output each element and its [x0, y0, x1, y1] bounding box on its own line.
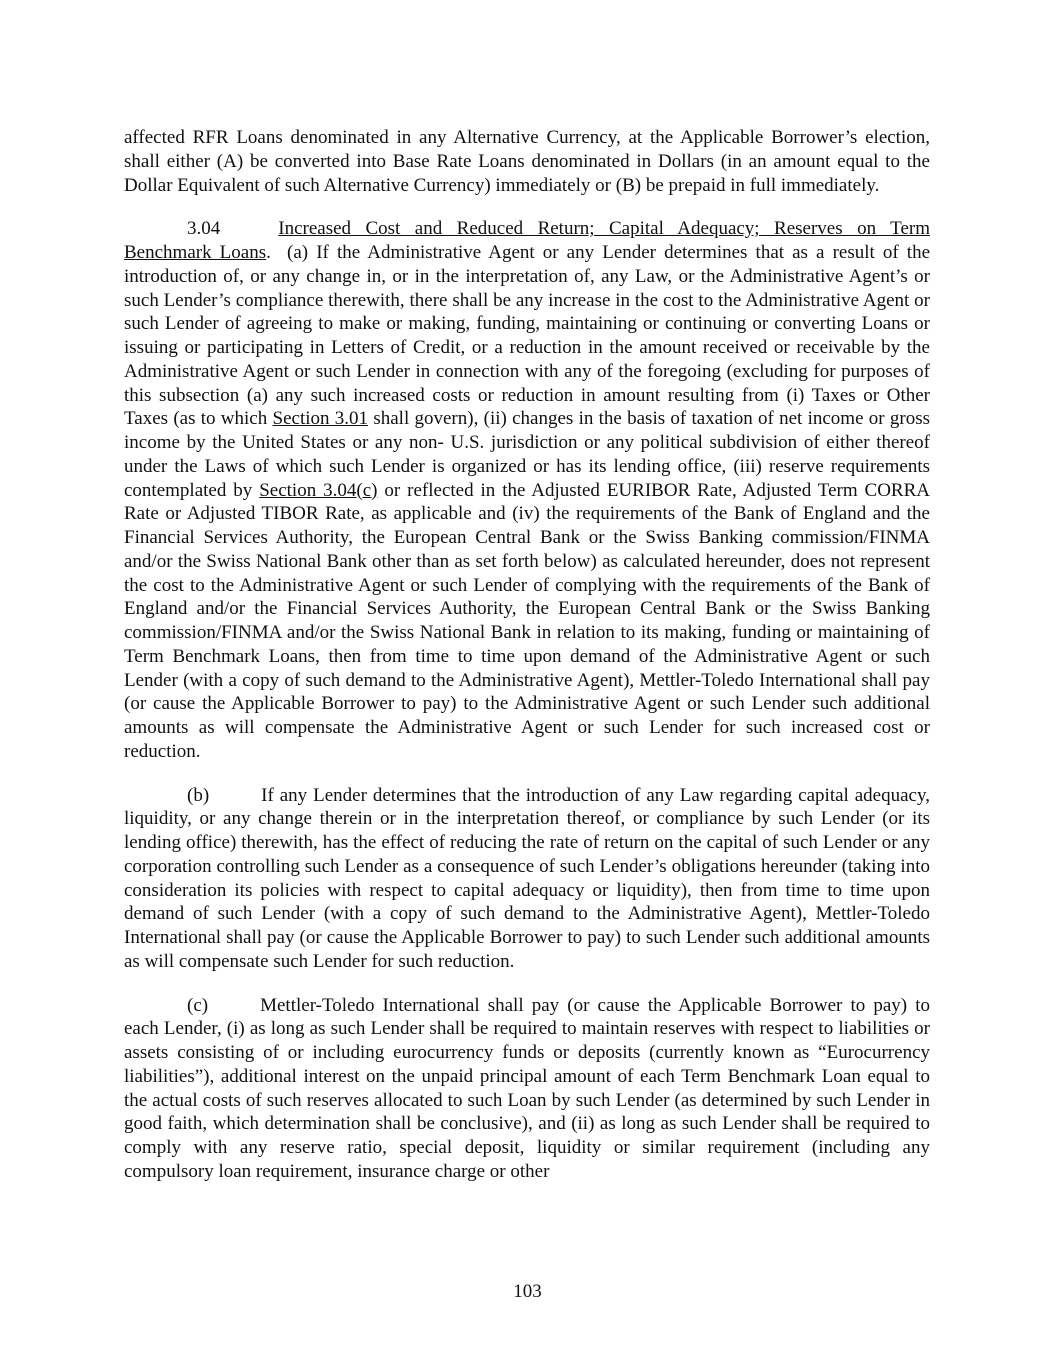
document-body — [124, 126, 930, 1184]
carryover-paragraph: affected RFR Loans denominated in any Alternative Currency, at the Applicable Borrower’s election, shall either (A) be converted into Base Rate Loans denominated in Dollars (in an amount equal to the Dollar Equivalent of such Alternative Currency) immediately or (B) be prepaid in full immediately. — [124, 127, 930, 196]
section-3-04-text-2: shall govern), (ii) changes in the basis of taxation of net income or gross income by the United States or any non- U.S. jurisdiction or any political subdivision of either thereof under the Laws of which such Lender is organized or has its lending office, (iii) reserve requirements contemplated by — [124, 408, 931, 501]
section-heading: Increased Cost and Reduced Return; Capital Adequacy; Reserves on Term Benchmark Loans — [124, 218, 930, 263]
subsection-c-label: (c) — [187, 994, 209, 1016]
subsection-b-paragraph — [124, 784, 930, 974]
cross-reference-section-3-04c: Section 3.04(c) — [259, 479, 378, 501]
section-heading-end: . — [266, 242, 271, 263]
subsection-b-text: If any Lender determines that the introduction of any Law regarding capital adequacy, liquidity, or any change therein or in the interpretation thereof, or compliance by such Lender (or its lending office) therewith, has the effect of reducing the rate of return on the capital of such Lender or any corporation controlling such Lender as a consequence of such Lender’s obligations hereunder (taking into consideration its policies with respect to capital adequacy or liquidity), then from time to time upon demand of such Lender (with a copy of such demand to the Administrative Agent), Mettler-Toledo International shall pay (or cause the Applicable Borrower to pay) to such Lender such additional amounts as will compensate such Lender for such reduction. — [124, 784, 930, 972]
section-3-04-paragraph — [124, 217, 930, 763]
page-number: 103 — [513, 1281, 542, 1302]
cross-reference-section-3-01: Section 3.01 — [272, 408, 369, 430]
subsection-c-text: Mettler-Toledo International shall pay (or cause the Applicable Borrower to pay) to each Lender, (i) as long as such Lender shall be required to maintain reserves with respect to liabilities or assets consisting of or including eurocurrency funds or deposits (currently known as “Eurocurrency liabilities”), additional interest on the unpaid principal amount of each Term Benchmark Loan equal to the actual costs of such reserves allocated to such Loan by such Lender (as determined by such Lender in good faith, which determination shall be conclusive), and (ii) as long as such Lender shall be required to comply with any reserve ratio, special deposit, liquidity or similar requirement (including any compulsory loan requirement, insurance charge or other — [124, 994, 930, 1182]
subsection-c-paragraph — [124, 994, 930, 1184]
section-3-04-text-1: (a) If the Administrative Agent or any Lender determines that as a result of the introduction of, or any change in, or in the interpretation of, any Law, or the Administrative Agent’s or such Lender’s compliance therewith, there shall be any increase in the cost to the Administrative Agent or such Lender of agreeing to make or making, funding, maintaining or continuing or converting Loans or issuing or participating in Letters of Credit, or a reduction in the amount received or receivable by the Administrative Agent or such Lender in connection with any of the foregoing (excluding for purposes of this subsection (a) any such increased costs or reduction in amount resulting from (i) Taxes or Other Taxes (as to which — [124, 242, 930, 430]
section-3-04-text-3: or reflected in the Adjusted EURIBOR Rate, Adjusted Term CORRA Rate or Adjusted TIBOR Rate, as applicable and (iv) the requirements of the Bank of England and the Financial Services Authority, the European Central Bank or the Swiss Banking commission/FINMA and/or the Swiss National Bank other than as set forth below) as calculated hereunder, does not represent the cost to the Administrative Agent or such Lender of complying with the requirements of the Bank of England and/or the Financial Services Authority, the European Central Bank or the Swiss Banking commission/FINMA and/or the Swiss National Bank in relation to its making, funding or maintaining of Term Benchmark Loans, then from time to time upon demand of the Administrative Agent or such Lender (with a copy of such demand to the Administrative Agent), Mettler-Toledo International shall pay (or cause the Applicable Borrower to pay) to the Administrative Agent or such Lender such additional amounts as will compensate the Administrative Agent or such Lender for such increased cost or reduction. — [124, 479, 930, 762]
subsection-b-label: (b) — [187, 784, 210, 806]
section-number: 3.04 — [187, 218, 221, 240]
